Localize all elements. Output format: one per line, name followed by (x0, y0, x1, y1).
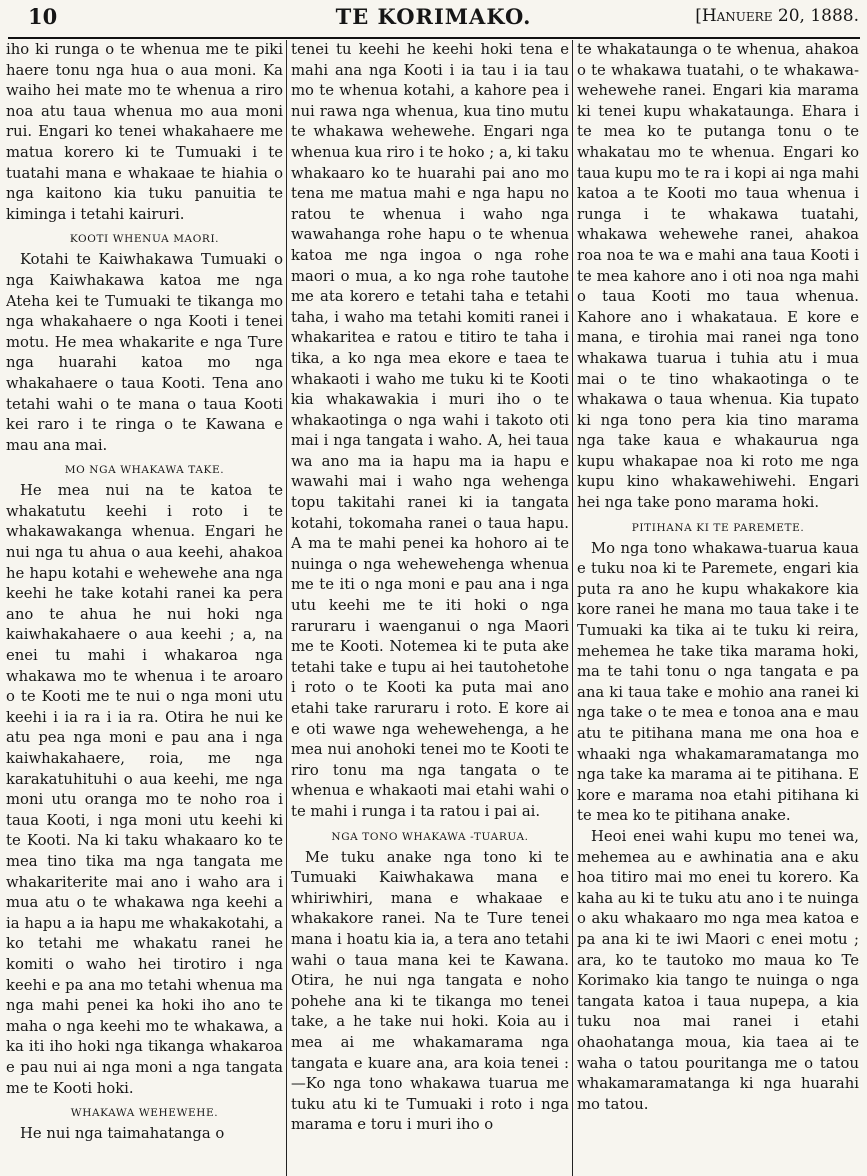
section-heading: MO NGA WHAKAWA TAKE. (64, 464, 225, 477)
paragraph: Mo nga tono whakawa-tuarua kaua e tuku noa ki te Paremete, engari kia puta ra ano he kupu whakakore kia kore ranei he mana mo taua take i te Tumuaki ka tika ai te tuku ki reira, mehemea he take tika marama hoki, ma te tahi tonu o nga tangata e pa ana ki taua take e mohio ana ranei ki nga take o te mea e tonoa ana e mau atu te pitihana mana me ona hoa e whaaki nga whakamaramatanga mo nga take ka marama ai te pitihana. E kore e marama noa etahi pitihana ki te mea ko te pitihana anake. (577, 539, 859, 825)
paragraph: He nui nga taimahatanga o (20, 1125, 225, 1143)
column-3 (577, 40, 859, 1174)
paragraph: tenei tu keehi he keehi hoki tena e mahi ana nga Kooti i ia tau i ia tau mo te whenua kotahi, a kahore pea i nui rawa nga whenua, kua tino mutu te whakawa wehewehe. Engari nga whenua kua riro i te hoko ; a, ki taku whakaaro ko te huarahi pai ano mo tena me matua mahi e nga hapu no ratou te whenua i waho nga wawahanga rohe hapu o te whenua katoa me nga ingoa o nga rohe maori o mua, a ko nga rohe tautohe me ata korero e tetahi taha e tetahi taha, i waho ma tetahi komiti ranei i whakaritea e ratou e titiro te taha i tika, a ko nga mea ekore e taea te whakaoti i waho me tuku ki te Kooti kia whakawakia i muri iho o te whakaotinga o nga wahi i takoto oti mai i nga tangata i waho. A, hei taua wa ano ma ia hapu ma ia hapu e wawahi mai i waho nga wehenga topu takitahi ranei ki ia tangata kotahi, tokomaha ranei o taua hapu. A ma te mahi penei ka hohoro ai te nuinga o nga wehewehenga whenua me te iti o nga moni e pau ana i nga utu keehi me te iti hoki o nga raruraru i waenganui o nga Maori me te Kooti. Notemea ki te puta ake tetahi take e tupu ai hei tautohetohe i roto o te Kooti ka puta mai ano etahi take raruraru i roto. E kore ai e oti wawe nga wehewehenga, a he mea nui anohoki tenei mo te Kooti te riro tonu ma nga tangata o te whenua e whakaoti mai etahi wahi o te mahi i runga i ta ratou i pai ai. (291, 41, 569, 820)
column-1 (6, 40, 283, 1174)
paragraph: He mea nui na te katoa te whakatutu keehi i roto i te whakawakanga whenua. Engari he nui nga tu ahua o aua keehi, ahakoa he hapu kotahi e wehewehe ana nga keehi he take kotahi ranei ka pera ano te ahua he nui hoki nga kaiwhakahaere o aua keehi ; a, na enei tu mahi i whakaroa nga whakawa mo te whenua i te aroaro o te Kooti me te nui o nga moni utu keehi i ia ra i ia ra. Otira he nui ke atu pea nga moni e pau ana i nga kaiwhakahaere, roia, me nga karakatuhituhi o aua keehi, me nga moni utu oranga mo te noho roa i taua Kooti, i nga moni utu keehi ki te Kooti. Na ki taku whakaaro ko te mea tino tika ma nga tangata me whakariterite mai ano i waho ara i mua atu o te whakawa nga keehi a ia hapu a ia hapu me whakakotahi, a ko tetahi me whakatu ranei he komiti o waho hei tirotiro i nga keehi e pa ana mo tetahi whenua ma nga mahi penei ka hoki iho ano te maha o nga keehi mo te whakawa, a ka iti iho hoki nga tikanga whakaroa e pau nui ai nga moni a nga tangata me te Kooti hoki. (6, 482, 283, 1097)
section-heading: KOOTI WHENUA MAORI. (69, 233, 220, 246)
paragraph: iho ki runga o te whenua me te piki haere tonu nga hua o aua moni. Ka waiho hei mate mo te whenua a riro noa atu taua whenua mo aua moni rui. Engari ko tenei whakahaere me matua korero ki te Tumuaki i te tuatahi mana e whakaae te hiahia o nga kaitono kia tuku panuitia te kiminga i tetahi kairuri. (6, 41, 283, 223)
page-number: 10 (28, 4, 58, 29)
column-divider (572, 40, 573, 1176)
page-header (0, 0, 867, 40)
paragraph: Kotahi te Kaiwhakawa Tumuaki o nga Kaiwhakawa katoa me nga Ateha kei te Tumuaki te tikanga mo nga whakahaere o nga Kooti i tenei motu. He mea whakarite e nga Ture nga huarahi katoa mo nga whakahaere o taua Kooti. Tena ano tetahi wahi o te mana o taua Kooti kei raro i te ringa o te Kawana e mau ana mai. (6, 251, 283, 454)
paragraph: Me tuku anake nga tono ki te Tumuaki Kaiwhakawa mana e whiriwhiri, mana e whakaae e whakakore ranei. Na te Ture tenei mana i hoatu kia ia, a tera ano tetahi wahi o taua mana kei te Kawana. Otira, he nui nga tangata e noho pohehe ana ki te tikanga mo tenei take, a he take nui hoki. Koia au i mea ai me whakamarama nga tangata e kuare ana, ara koia tenei :—Ko nga tono whakawa tuarua me tuku atu ki te Tumuaki i roto i nga marama e toru i muri iho o (291, 848, 569, 1134)
column-divider (286, 40, 287, 1176)
paragraph: Heoi enei wahi kupu mo tenei wa, mehemea au e awhinatia ana e aku hoa titiro mai mo enei tu korero. Ka kaha au ki te tuku atu ano i te nuinga o aku whakaaro mo nga mea katoa e pa ana ki te iwi Maori c enei motu ; ara, ko te tautoko mo maua ko Te Korimako kia tango te nuinga o nga tangata katoa i taua nupepa, a kia tuku noa mai ranei i etahi ohaohatanga moua, kia taea ai te waha o tatou pouritanga me o tatou whakamaramatanga ki nga huarahi mo tatou. (577, 827, 859, 1113)
header-rule (8, 37, 860, 39)
column-2 (291, 40, 569, 1174)
paragraph: te whakataunga o te whenua, ahakoa o te whakawa tuatahi, o te whakawa-wehewehe ranei. Engari kia marama ki tenei kupu whakataunga. Ehara i te mea ko te putanga tonu o te whakatau mo te whenua. Engari ko taua kupu mo te ra i kopi ai nga mahi katoa a te Kooti mo taua whenua i runga i te whakawa tuatahi, whakawa wehewehe ranei, ahakoa roa noa te wa e mahi ana taua Kooti i te mea kahore ano i oti noa nga mahi o taua Kooti mo taua whenua. Kahore ano i whakataua. E kore e mana, e tirohia mai ranei nga tono whakawa tuarua i tuhia atu i mua mai o te tino whakaotinga o te whakawa o taua whenua. Kia tupato ki nga tono pera kia tino marama nga take kaua e whakaurua nga kupu whakapae noa ki roto me nga kupu kino whakawehiwehi. Engari hei nga take pono marama hoki. (577, 41, 859, 512)
section-heading: PITIHANA KI TE PAREMETE. (631, 521, 805, 534)
section-heading: WHAKAWA WEHEWEHE. (70, 1107, 219, 1120)
newspaper-title: TE KORIMAKO. (335, 4, 532, 29)
issue-date: [Hanuere 20, 1888. (695, 6, 859, 26)
section-heading: NGA TONO WHAKAWA -TUARUA. (331, 830, 529, 843)
